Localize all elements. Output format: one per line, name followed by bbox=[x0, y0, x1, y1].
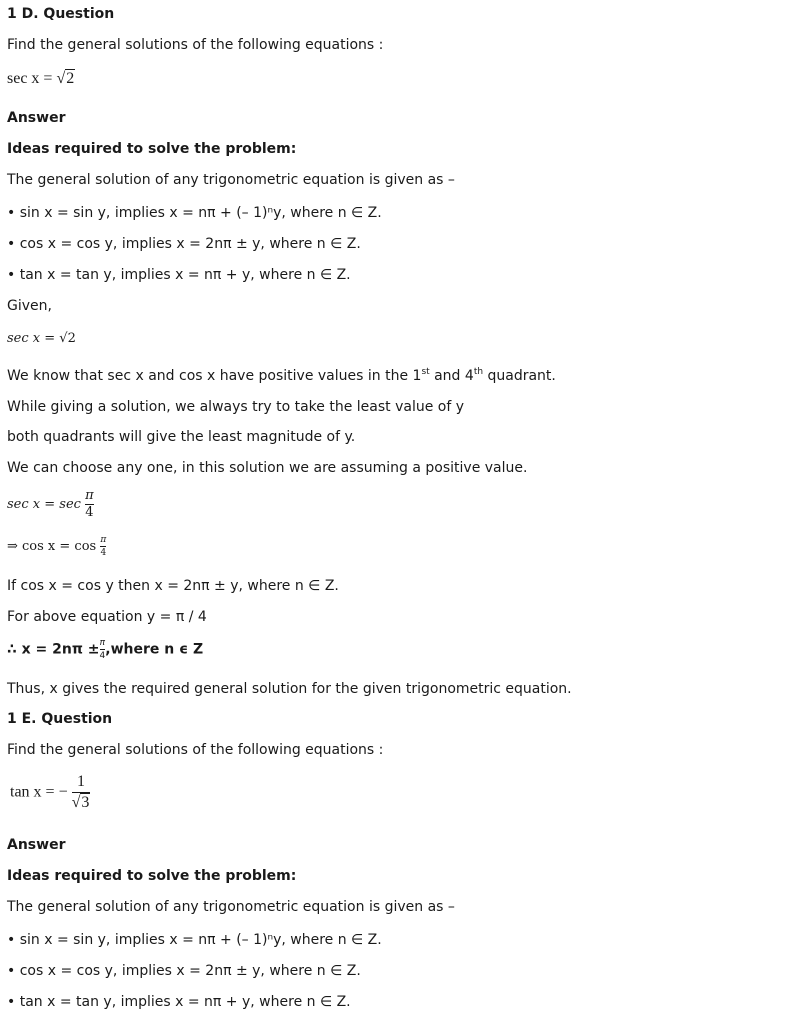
question-1e-answer-label: Answer bbox=[7, 837, 66, 853]
question-1d-rule-sin: • sin x = sin y, implies x = nπ + (– 1)ⁿy, where n ∈ Z. bbox=[7, 205, 382, 221]
question-1e-rule-cos: • cos x = cos y, implies x = 2nπ ± y, where n ∈ Z. bbox=[7, 963, 361, 979]
sqrt-expression: √2 bbox=[56, 70, 75, 87]
question-1e-general-intro: The general solution of any trigonometric equation is given as – bbox=[7, 899, 455, 915]
question-1d-general-intro: The general solution of any trigonometric equation is given as – bbox=[7, 172, 455, 188]
question-1d-choose: We can choose any one, in this solution we are assuming a positive value. bbox=[7, 460, 528, 476]
question-1d-answer-label: Answer bbox=[7, 110, 66, 126]
given-equation-rhs: √2 bbox=[59, 331, 76, 346]
result-lhs: ∴ x = 2nπ ± bbox=[7, 641, 100, 658]
question-1d-step-cos bbox=[7, 535, 106, 558]
fraction-pi-over-4 bbox=[85, 489, 94, 520]
quadrant-text-part3: quadrant. bbox=[483, 368, 556, 384]
question-1e-ideas-label: Ideas required to solve the problem: bbox=[7, 868, 297, 884]
question-1d-rule-cos: • cos x = cos y, implies x = 2nπ ± y, where n ∈ Z. bbox=[7, 236, 361, 252]
quadrant-text-part2: and 4 bbox=[429, 368, 474, 384]
question-1e-rule-tan: • tan x = tan y, implies x = nπ + y, where n ∈ Z. bbox=[7, 994, 351, 1010]
question-1d-rule-tan: • tan x = tan y, implies x = nπ + y, where n ∈ Z. bbox=[7, 267, 351, 283]
question-1e-heading: 1 E. Question bbox=[7, 711, 113, 727]
radicand: 2 bbox=[66, 70, 75, 87]
given-equation-lhs: sec x = bbox=[7, 331, 56, 346]
question-1d-equation bbox=[7, 70, 75, 88]
question-1d-prompt: Find the general solutions of the following equations : bbox=[7, 37, 384, 53]
question-1d-conclusion: Thus, x gives the required general solution for the given trigonometric equation. bbox=[7, 681, 572, 697]
result-fraction-denominator: 4 bbox=[99, 651, 106, 661]
fraction-1e-radicand: 3 bbox=[81, 794, 90, 811]
fraction-bar-small bbox=[100, 546, 106, 547]
fraction-numerator-small: π bbox=[100, 535, 107, 545]
equation-1e-lhs: tan x = − bbox=[10, 783, 68, 801]
question-1d-heading: 1 D. Question bbox=[7, 6, 115, 22]
question-1d-if-cos: If cos x = cos y then x = 2nπ ± y, where n ∈ Z. bbox=[7, 578, 339, 594]
question-1e-prompt: Find the general solutions of the following equations : bbox=[7, 742, 384, 758]
question-1d-result bbox=[7, 638, 203, 661]
question-1d-ideas-label: Ideas required to solve the problem: bbox=[7, 141, 297, 157]
question-1d-quadrant-text bbox=[7, 367, 556, 385]
question-1d-least-value: While giving a solution, we always try to take the least value of y bbox=[7, 399, 465, 415]
quadrant-sup-fourth: th bbox=[473, 367, 484, 377]
fraction-denominator-small: 4 bbox=[100, 548, 107, 558]
fraction-1e-denominator: √3 bbox=[71, 794, 90, 811]
question-1d-for-above: For above equation y = π / 4 bbox=[7, 609, 207, 625]
fraction-1e-numerator: 1 bbox=[76, 773, 85, 790]
fraction-pi-over-4-small bbox=[100, 535, 106, 558]
equation-lhs: sec x = bbox=[7, 70, 53, 87]
step-cos-lhs: ⇒ cos x = cos bbox=[7, 539, 97, 554]
question-1d-given-equation bbox=[7, 330, 76, 348]
quadrant-text-part1: We know that sec x and cos x have positive values in the 1 bbox=[7, 368, 422, 384]
quadrant-sup-first: st bbox=[421, 367, 430, 377]
question-1d-step-sec bbox=[7, 489, 94, 520]
step-sec-lhs: sec x = sec bbox=[7, 497, 81, 512]
fraction-denominator: 4 bbox=[85, 505, 94, 520]
fraction-one-over-root3 bbox=[72, 773, 91, 812]
result-fraction-numerator: π bbox=[99, 638, 106, 648]
question-1e-equation bbox=[10, 773, 90, 812]
question-1d-both-quadrants: both quadrants will give the least magnitude of y. bbox=[7, 429, 356, 445]
fraction-numerator: π bbox=[85, 488, 94, 503]
result-rhs: ,where n ϵ Z bbox=[105, 641, 204, 658]
question-1e-rule-sin: • sin x = sin y, implies x = nπ + (– 1)ⁿy, where n ∈ Z. bbox=[7, 932, 382, 948]
question-1d-given: Given, bbox=[7, 298, 52, 314]
